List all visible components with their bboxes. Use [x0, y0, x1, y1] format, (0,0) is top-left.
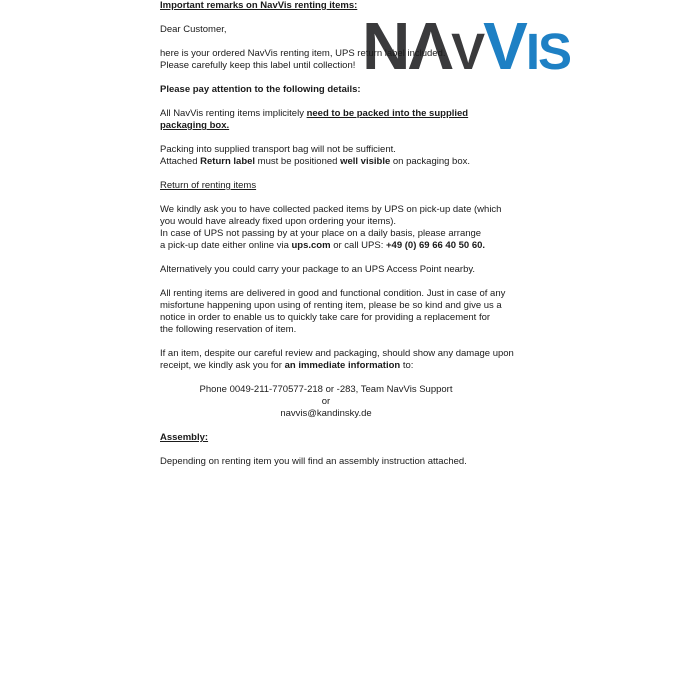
contact-phone: Phone 0049-211-770577-218 or -283, Team NavVis Support [199, 384, 453, 395]
intro-paragraph [160, 48, 552, 72]
condition-line-4: the following reservation of item. [160, 324, 297, 335]
damage-line-1: If an item, despite our careful review and packaging, should show any damage upon [160, 348, 514, 359]
well-visible-emphasis: well visible [340, 156, 391, 167]
packed-paragraph [160, 108, 552, 132]
pickup-line-4 [160, 240, 552, 252]
return-heading: Return of renting items [160, 180, 257, 191]
condition-line-2: misfortune happening upon using of renting item, please be so kind and give us a [160, 300, 502, 311]
logo-letter-v2: V [483, 9, 526, 84]
main-heading: Important remarks on NavVis renting items: [160, 0, 358, 11]
logo-letter-v1: V [451, 23, 484, 80]
sufficient-paragraph [160, 144, 552, 168]
pickup-line-1: We kindly ask you to have collected packed items by UPS on pick-up date (which [160, 204, 502, 215]
pickup-seg-a: a pick-up date either online via [160, 240, 292, 251]
attention-heading: Please pay attention to the following details: [160, 84, 361, 95]
damage-seg-c: to: [400, 360, 414, 371]
sufficient-seg-c: must be positioned [255, 156, 341, 167]
pickup-line-2: you would have already fixed upon ordering your items). [160, 216, 397, 227]
return-label-emphasis: Return label [200, 156, 256, 167]
pickup-line-3: In case of UPS not passing by at your place on a daily basis, please arrange [160, 228, 482, 239]
condition-paragraph [160, 288, 552, 336]
sufficient-line-1: Packing into supplied transport bag will not be sufficient. [160, 144, 396, 155]
immediate-info-emphasis: an immediate information [284, 360, 401, 371]
contact-or: or [321, 396, 331, 407]
intro-line-2: Please carefully keep this label until collection! [160, 60, 356, 71]
logo-letter-n: N [362, 9, 409, 84]
assembly-text: Depending on renting item you will find an assembly instruction attached. [160, 456, 467, 467]
assembly-heading: Assembly: [160, 432, 209, 443]
packed-line-1 [160, 108, 552, 120]
logo-letter-s: S [538, 23, 571, 80]
greeting: Dear Customer, [160, 24, 227, 35]
ups-com-emphasis: ups.com [291, 240, 331, 251]
logo-letter-a: Λ [408, 9, 452, 84]
condition-line-1: All renting items are delivered in good and functional condition. Just in case of any [160, 288, 506, 299]
damage-line-2 [160, 360, 552, 372]
intro-line-1: here is your ordered NavVis renting item, UPS return label included. [160, 48, 446, 59]
sufficient-seg-a: Attached [160, 156, 201, 167]
pickup-seg-c: or call UPS: [330, 240, 386, 251]
sufficient-seg-e: on packaging box. [390, 156, 471, 167]
letter-body [160, 0, 552, 480]
damage-seg-a: receipt, we kindly ask you for [160, 360, 285, 371]
contact-block [160, 384, 492, 420]
packed-regular: All NavVis renting items implicitely [160, 108, 307, 119]
contact-email: navvis@kandinsky.de [280, 408, 372, 419]
pickup-paragraph [160, 204, 552, 252]
ups-phone-emphasis: +49 (0) 69 66 40 50 60. [386, 240, 486, 251]
condition-line-3: notice in order to enable us to quickly take care for providing a replacement for [160, 312, 491, 323]
packed-emphasis-1: need to be packed into the supplied [306, 108, 469, 119]
sufficient-line-2 [160, 156, 552, 168]
logo-letter-i: I [525, 23, 538, 80]
alternative-paragraph: Alternatively you could carry your package to an UPS Access Point nearby. [160, 264, 476, 275]
packed-line-2: packaging box. [160, 120, 230, 131]
damage-paragraph [160, 348, 552, 372]
